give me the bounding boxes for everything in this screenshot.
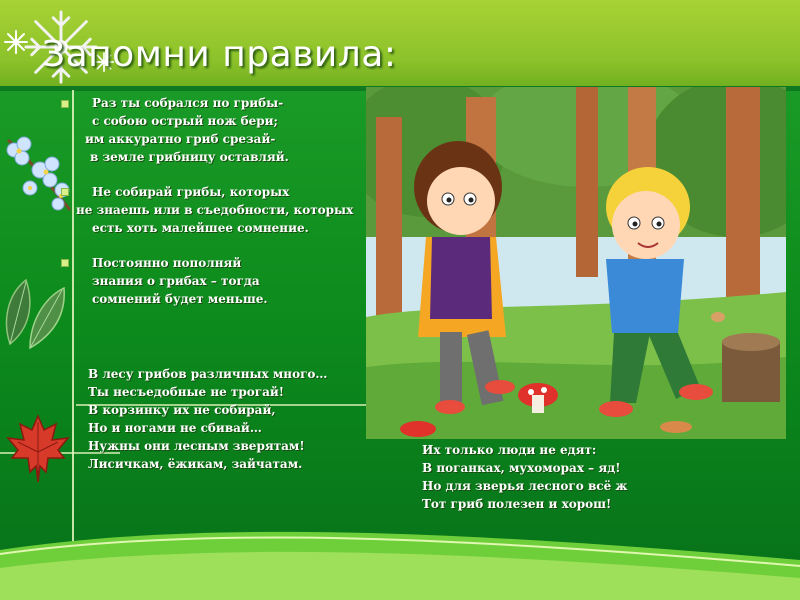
poem-right-line: В поганках, мухоморах – яд! — [422, 461, 621, 475]
rule-line: Не собирай грибы, которых — [92, 185, 290, 199]
poem-left-line: Но и ногами не сбивай… — [88, 421, 262, 435]
rule-line: сомнений будет меньше. — [92, 292, 268, 306]
rule-line: им аккуратно гриб срезай- — [85, 132, 276, 146]
forget-me-not-flowers-icon — [0, 130, 82, 216]
rule-line: Постоянно пополняй — [92, 256, 242, 270]
snowflake-icon — [4, 30, 28, 54]
rule-line: есть хоть малейшее сомнение. — [92, 221, 309, 235]
bullet-square-icon — [61, 259, 69, 267]
poem-right-line: Но для зверья лесного всё ж — [422, 479, 628, 493]
rule-line: не знаешь или в съедобности, которых — [76, 203, 354, 217]
poem-left-line: Нужны они лесным зверятам! — [88, 439, 305, 453]
slide-title: Запомни правила: — [42, 34, 397, 75]
bullet-square-icon — [61, 188, 69, 196]
bullet-square-icon — [61, 100, 69, 108]
rule-line: знания о грибах – тогда — [92, 274, 260, 288]
poem-left-line: В корзинку их не собирай, — [88, 403, 276, 417]
leaves-icon — [0, 270, 70, 350]
forest-illustration — [366, 87, 786, 439]
rule-line: в земле грибницу оставляй. — [90, 150, 289, 164]
rule-line: с собою острый нож бери; — [92, 114, 278, 128]
maple-leaf-icon — [4, 412, 72, 484]
poem-left-line: Ты несъедобные не трогай! — [88, 385, 285, 399]
poem-left-line: В лесу грибов различных много… — [88, 367, 328, 381]
poem-right-line: Тот гриб полезен и хорош! — [422, 497, 612, 511]
poem-right-line: Их только люди не едят: — [422, 443, 597, 457]
poem-left-line: Лисичкам, ёжикам, зайчатам. — [88, 457, 303, 471]
bottom-wave-decoration — [0, 520, 800, 600]
rule-line: Раз ты собрался по грибы- — [92, 96, 284, 110]
